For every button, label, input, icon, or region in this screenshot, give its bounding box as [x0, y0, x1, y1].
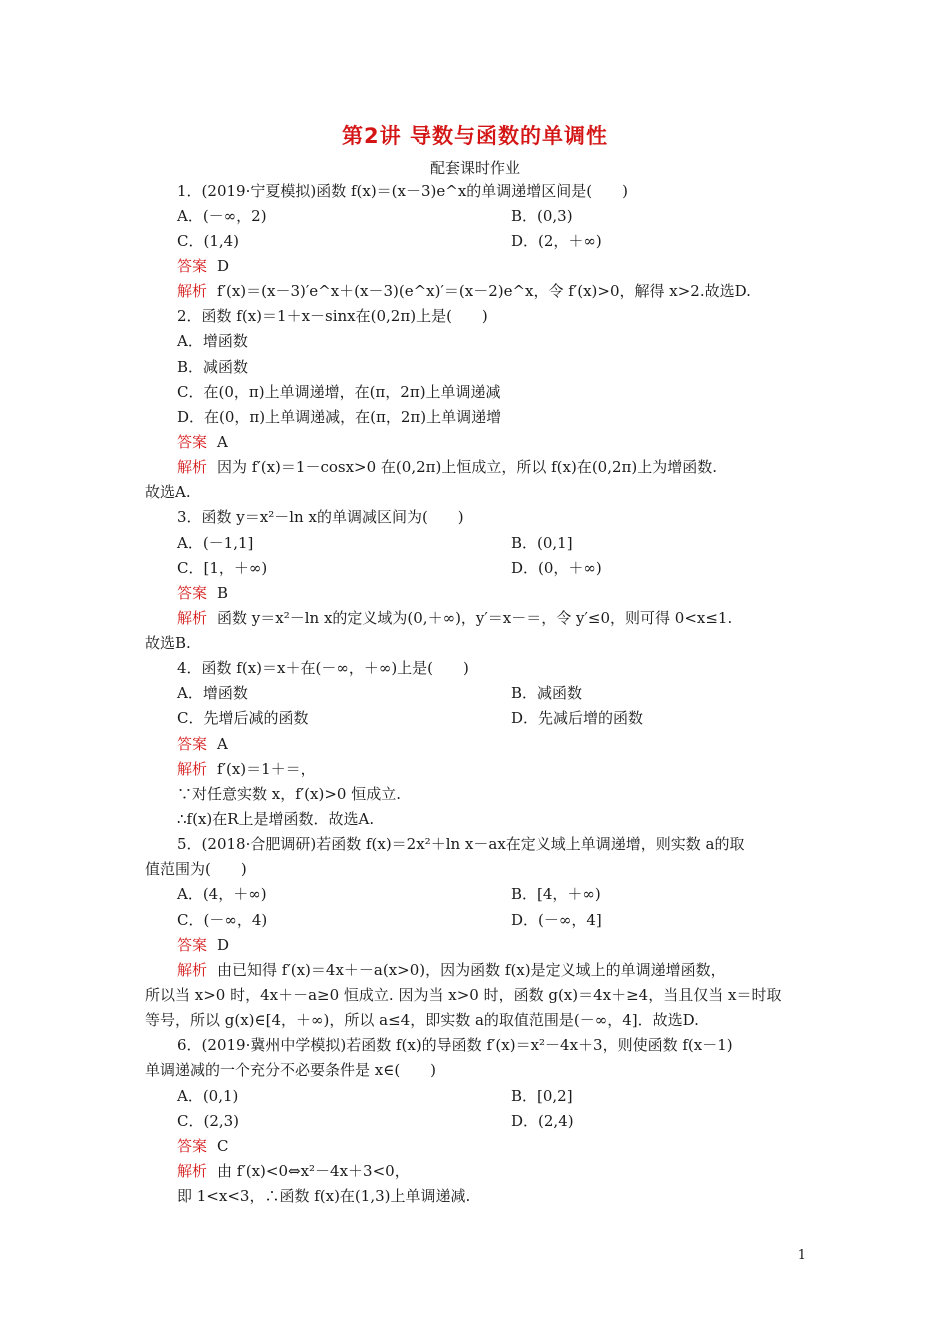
page-title: 第2讲 导数与函数的单调性 — [342, 124, 608, 148]
q2-option-a: A．增函数 — [177, 332, 248, 350]
q5-answer: D — [217, 936, 230, 954]
q2-option-c: C．在(0，π)上单调递增，在(π，2π)上单调递减 — [177, 383, 501, 401]
q6-analysis-line2: 即 1<x<3，∴函数 f(x)在(1,3)上单调递减. — [177, 1187, 471, 1205]
q4-stem: 4．函数 f(x)＝x＋在(－∞，＋∞)上是( ) — [177, 659, 469, 677]
answer-label: 答案 — [177, 1137, 208, 1155]
q5-answer-row — [177, 935, 229, 955]
q1-analysis: f′(x)＝(x－3)′e^x＋(x－3)(e^x)′＝(x－2)e^x，令 f′(x)>0，解得 x>2.故选D. — [217, 282, 751, 300]
answer-label: 答案 — [177, 433, 208, 451]
q2-analysis-row — [177, 457, 717, 477]
q4-option-c: C．先增后减的函数 — [177, 709, 309, 727]
answer-label: 答案 — [177, 257, 208, 275]
analysis-label: 解析 — [177, 282, 208, 300]
q1-analysis-row — [177, 281, 751, 301]
q6-analysis: 由 f′(x)<0⇔x²－4x＋3<0， — [217, 1162, 410, 1180]
q3-option-a: A．(－1,1] — [177, 534, 254, 552]
q1-answer-row — [177, 256, 229, 276]
q6-option-c: C．(2,3) — [177, 1112, 240, 1130]
q5-stem-cont: 值范围为( ) — [145, 860, 247, 878]
q3-option-c: C．[1，＋∞) — [177, 559, 268, 577]
q3-option-d: D．(0，＋∞) — [511, 559, 602, 577]
q1-option-c: C．(1,4) — [177, 232, 240, 250]
analysis-label: 解析 — [177, 458, 208, 476]
answer-label: 答案 — [177, 584, 208, 602]
q3-analysis-cont: 故选B. — [145, 634, 191, 652]
q4-analysis: f′(x)＝1＋＝， — [217, 760, 316, 778]
analysis-label: 解析 — [177, 961, 208, 979]
q2-analysis: 因为 f′(x)＝1－cosx>0 在(0,2π)上恒成立，所以 f(x)在(0,2π)上为增函数. — [217, 458, 718, 476]
q3-answer-row — [177, 583, 228, 603]
analysis-label: 解析 — [177, 1162, 208, 1180]
q4-option-d: D．先减后增的函数 — [511, 709, 644, 727]
q5-analysis-row — [177, 960, 726, 980]
q3-analysis-row — [177, 608, 732, 628]
q1-option-b: B．(0,3) — [511, 207, 573, 225]
analysis-label: 解析 — [177, 760, 208, 778]
q6-answer-row — [177, 1136, 229, 1156]
q5-analysis: 由已知得 f′(x)＝4x＋－a(x>0)，因为函数 f(x)是定义域上的单调递增函数， — [217, 961, 726, 979]
q1-answer: D — [217, 257, 230, 275]
q6-stem-cont: 单调递减的一个充分不必要条件是 x∈( ) — [145, 1061, 437, 1079]
q5-option-a: A．(4，＋∞) — [177, 885, 267, 903]
q3-option-b: B．(0,1] — [511, 534, 573, 552]
answer-label: 答案 — [177, 936, 208, 954]
q4-analysis-row — [177, 759, 316, 779]
q5-stem: 5．(2018·合肥调研)若函数 f(x)＝2x²＋ln x－ax在定义域上单调递增，则实数 a的取 — [177, 835, 745, 853]
q6-answer: C — [217, 1137, 229, 1155]
q2-option-d: D．在(0，π)上单调递减，在(π，2π)上单调递增 — [177, 408, 502, 426]
q1-stem: 1．(2019·宁夏模拟)函数 f(x)＝(x－3)e^x的单调递增区间是( ) — [177, 182, 628, 200]
q3-stem: 3．函数 y＝x²－ln x的单调减区间为( ) — [177, 508, 464, 526]
q3-answer: B — [217, 584, 229, 602]
q5-option-d: D．(－∞，4] — [511, 911, 602, 929]
q6-stem: 6．(2019·冀州中学模拟)若函数 f(x)的导函数 f′(x)＝x²－4x＋3，则使函数 f(x－1) — [177, 1036, 733, 1054]
q6-option-b: B．[0,2] — [511, 1087, 573, 1105]
q2-answer-row — [177, 432, 228, 452]
q6-option-d: D．(2,4) — [511, 1112, 574, 1130]
q6-analysis-row — [177, 1161, 410, 1181]
q2-option-b: B．减函数 — [177, 358, 249, 376]
q5-analysis-line2: 所以当 x>0 时，4x＋－a≥0 恒成立. 因为当 x>0 时，函数 g(x)＝4x＋≥4，当且仅当 x＝时取 — [145, 986, 782, 1004]
q4-analysis-line2: ∵对任意实数 x，f′(x)>0 恒成立. — [177, 785, 401, 803]
q4-answer-row — [177, 734, 228, 754]
q6-option-a: A．(0,1) — [177, 1087, 239, 1105]
page-subtitle: 配套课时作业 — [429, 159, 520, 177]
q2-stem: 2．函数 f(x)＝1＋x－sinx在(0,2π)上是( ) — [177, 307, 488, 325]
q4-analysis-line3: ∴f(x)在R上是增函数．故选A. — [177, 810, 375, 828]
q3-analysis: 函数 y＝x²－ln x的定义域为(0,＋∞)，y′＝x－＝，令 y′≤0，则可得 0<x≤1. — [217, 609, 733, 627]
q5-option-c: C．(－∞，4) — [177, 911, 268, 929]
analysis-label: 解析 — [177, 609, 208, 627]
q5-analysis-line3: 等号，所以 g(x)∈[4，＋∞)，所以 a≤4，即实数 a的取值范围是(－∞，4]．故选D. — [145, 1011, 699, 1029]
q1-option-a: A．(－∞，2) — [177, 207, 267, 225]
q2-analysis-cont: 故选A. — [145, 483, 191, 501]
answer-label: 答案 — [177, 735, 208, 753]
q4-answer: A — [217, 735, 228, 753]
q2-answer: A — [217, 433, 228, 451]
q4-option-a: A．增函数 — [177, 684, 248, 702]
q1-option-d: D．(2，＋∞) — [511, 232, 602, 250]
q5-option-b: B．[4，＋∞) — [511, 885, 601, 903]
q4-option-b: B．减函数 — [511, 684, 583, 702]
page-number: 1 — [797, 1248, 806, 1263]
